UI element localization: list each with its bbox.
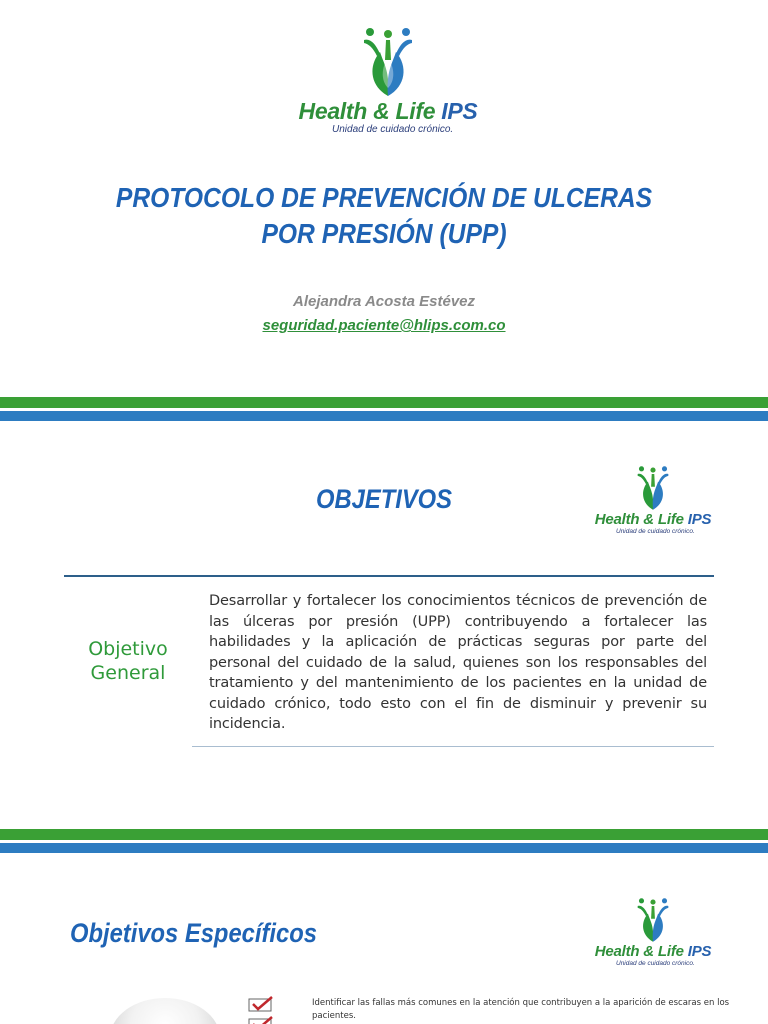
checkbox-checked-icon [248,996,274,1012]
checkbox-checked-icon [248,1016,274,1024]
people-leaf-icon [635,897,671,943]
section-title: Objetivos Específicos [70,918,317,948]
section-title: OBJETIVOS [316,484,453,514]
author-name: Alejandra Acosta Estévez [292,293,476,310]
brand-logo [272,26,504,135]
brand-tagline: Unidad de cuidado crónico. [616,960,695,967]
brand-name: Health & Life IPS [298,98,478,124]
brand-logo-small [578,465,728,536]
general-objective-text: Desarrollar y fortalecer los conocimientos técnicos de prevención de las úlceras por presión (UPP) contribuyendo a fortalecer las habilidades y la aplicación de prácticas seguras por parte del personal del cuidado de la salud, quienes son los responsables del tratamiento y del mantenimiento de los pacientes en la unidad de cuidado crónico, todo esto con el fin de disminuir y prevenir su incidencia. [209,593,707,732]
brand-tagline: Unidad de cuidado crónico. [616,528,695,535]
title-line-1: PROTOCOLO DE PREVENCIÓN DE ULCERAS [115,182,653,213]
general-objective-label: Objetivo General [88,638,168,684]
slide-divider [0,829,768,853]
slide-divider [0,397,768,421]
table-bottom-rule [192,746,714,747]
brand-name: Health & Life IPS [594,511,712,528]
author-email-link[interactable]: seguridad.paciente@hlips.com.co [262,317,506,334]
decorative-sphere [110,998,220,1024]
specific-objectives-slide [0,853,768,1024]
brand-tagline: Unidad de cuidado crónico. [332,124,454,135]
brand-logo-small [578,897,728,968]
brand-name: Health & Life IPS [594,943,712,960]
specific-objective-item: Identificar las fallas más comunes en la atención que contribuyen a la aparición de escaras en los pacientes. [312,998,730,1021]
people-leaf-icon [635,465,671,511]
table-top-rule [64,575,714,577]
title-line-2: POR PRESIÓN (UPP) [261,218,507,249]
people-leaf-icon [360,26,416,98]
objectives-slide [0,421,768,829]
title-slide [0,0,768,397]
slide-title [81,180,686,252]
